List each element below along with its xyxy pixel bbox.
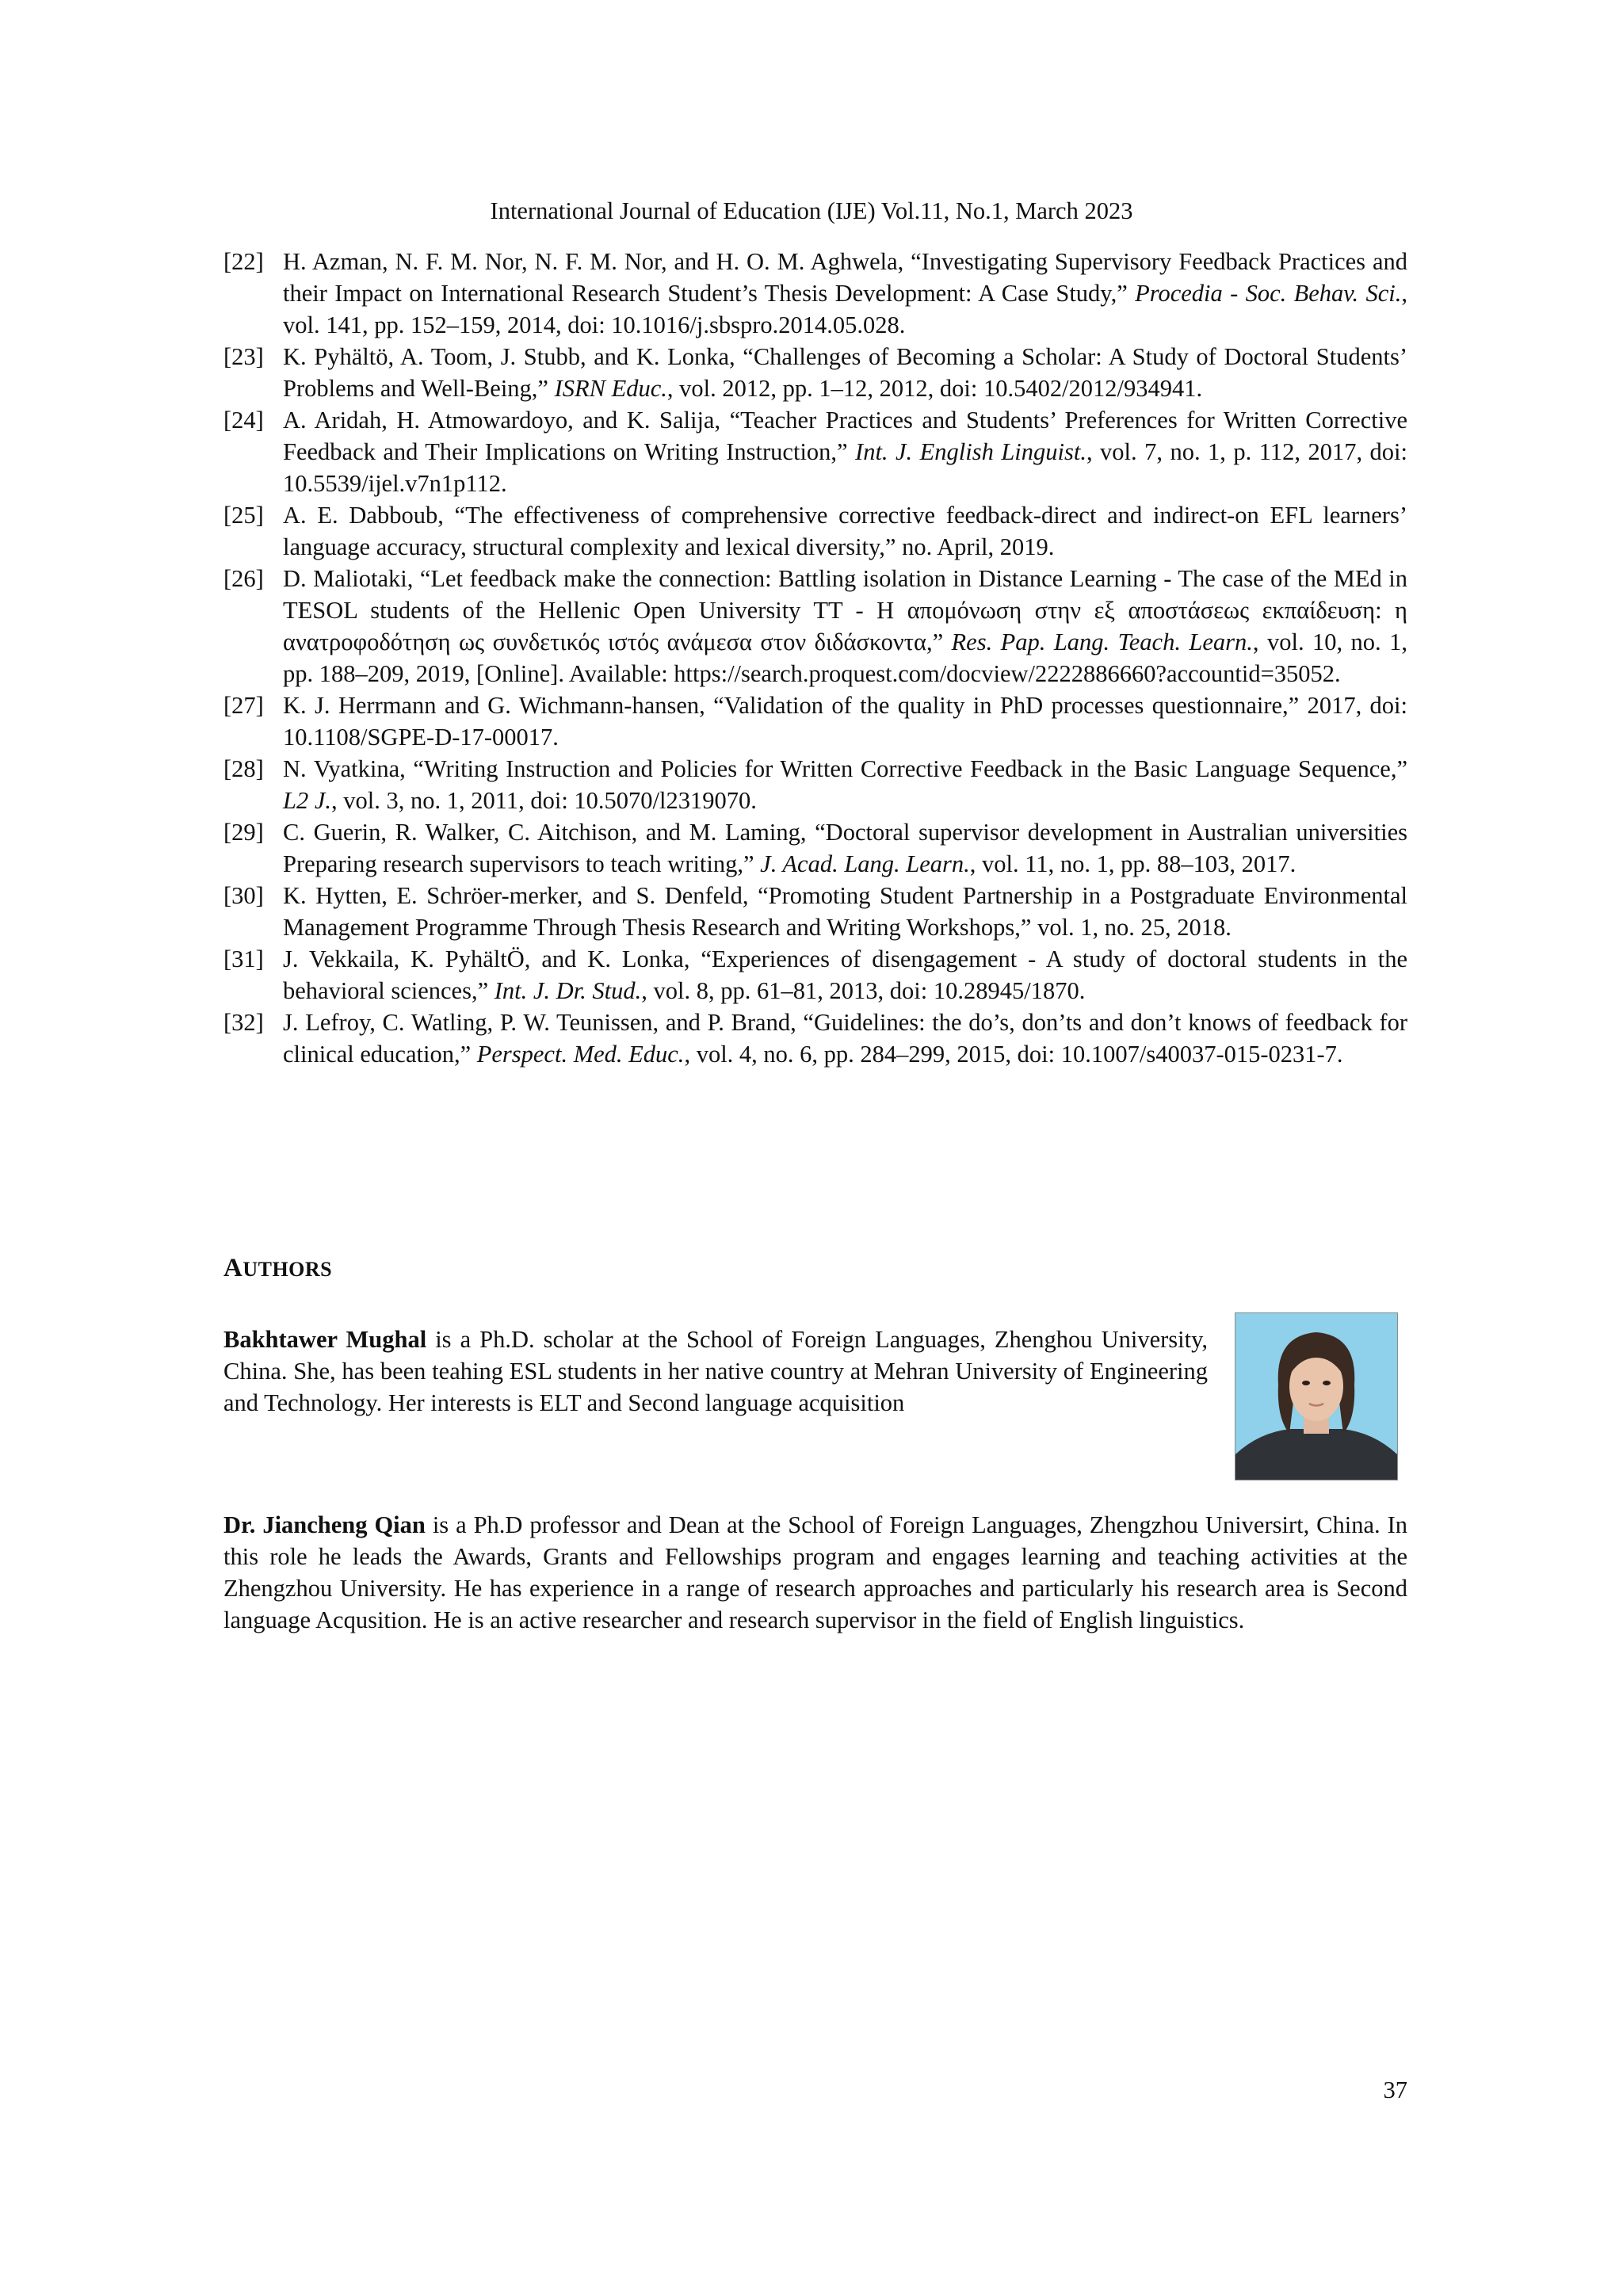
reference-segment: , vol. 11, no. 1, pp. 88–103, 2017. (969, 850, 1296, 877)
reference-text (283, 880, 1407, 943)
reference-item (223, 943, 1407, 1007)
reference-item (223, 246, 1407, 341)
portrait-image (1235, 1313, 1397, 1480)
reference-segment: J. Vekkaila, K. PyhältÖ, and K. Lonka, “Experiences of disengagement - A study of doctoral students in the behavioral sciences,” (283, 946, 1407, 1004)
reference-number: [22] (223, 248, 264, 275)
reference-number: [25] (223, 502, 264, 529)
journal-title: L2 J. (283, 787, 331, 814)
reference-item (223, 563, 1407, 690)
reference-number: [23] (223, 343, 264, 370)
reference-item (223, 404, 1407, 499)
reference-segment: , vol. 141, pp. 152–159, 2014, doi: 10.1016/j.sbspro.2014.05.028. (283, 280, 1407, 338)
author-name: Bakhtawer Mughal (223, 1326, 427, 1353)
reference-segment: J. Lefroy, C. Watling, P. W. Teunissen, and P. Brand, “Guidelines: the do’s, don’ts and don’t knows of feedback for clinical education,” (283, 1009, 1407, 1068)
reference-number: [32] (223, 1009, 264, 1036)
reference-segment: , vol. 2012, pp. 1–12, 2012, doi: 10.5402/2012/934941. (666, 375, 1203, 402)
reference-text (283, 943, 1407, 1007)
author-bio-text: is a Ph.D professor and Dean at the School of Foreign Languages, Zhengzhou Universirt, China. In this role he leads the Awards, Grants and Fellowships program and engages learning and teaching activities at the Zhengzhou University. He has experience in a range of research approaches and particularly his research area is Second language Acqusition. He is an active researcher and research supervisor in the field of English linguistics. (223, 1511, 1407, 1633)
reference-segment: K. Hytten, E. Schröer-merker, and S. Denfeld, “Promoting Student Partnership in a Postgraduate Environmental Management Programme Through Thesis Research and Writing Workshops,” vol. 1, no. 25, 2018. (283, 882, 1407, 941)
reference-segment: K. J. Herrmann and G. Wichmann-hansen, “Validation of the quality in PhD processes questionnaire,” 2017, doi: 10.1108/SGPE-D-17-00017. (283, 692, 1407, 751)
page-number: 37 (1383, 2076, 1407, 2103)
reference-segment: N. Vyatkina, “Writing Instruction and Policies for Written Corrective Feedback in the Basic Language Sequence,” (283, 755, 1407, 782)
reference-number: [27] (223, 692, 264, 719)
reference-text (283, 341, 1407, 404)
reference-item (223, 499, 1407, 563)
reference-number: [26] (223, 565, 264, 592)
reference-item (223, 1007, 1407, 1070)
reference-number: [30] (223, 882, 264, 909)
reference-item (223, 341, 1407, 404)
reference-text (283, 690, 1407, 753)
reference-number: [28] (223, 755, 264, 782)
author-bio-2 (223, 1509, 1407, 1636)
reference-text (283, 404, 1407, 499)
reference-item (223, 880, 1407, 943)
reference-segment: , vol. 8, pp. 61–81, 2013, doi: 10.28945/1870. (641, 977, 1086, 1004)
author-name: Dr. Jiancheng Qian (223, 1511, 426, 1538)
journal-title: Res. Pap. Lang. Teach. Learn. (951, 628, 1253, 655)
journal-title: J. Acad. Lang. Learn. (760, 850, 970, 877)
journal-title: Procedia - Soc. Behav. Sci. (1135, 280, 1402, 307)
reference-segment: A. Aridah, H. Atmowardoyo, and K. Salija, “Teacher Practices and Students’ Preferences for Written Corrective Feedback and Their Implications on Writing Instruction,” (283, 407, 1407, 465)
reference-text (283, 499, 1407, 563)
authors-heading-initial: A (223, 1254, 243, 1282)
journal-title: Int. J. English Linguist. (855, 438, 1086, 465)
journal-title: Perspect. Med. Educ. (476, 1041, 685, 1068)
reference-text (283, 246, 1407, 341)
reference-segment: , vol. 10, no. 1, pp. 188–209, 2019, [Online]. Available: https://search.proquest.com/docview/2222886660?accountid=35052. (283, 628, 1407, 687)
reference-text (283, 816, 1407, 880)
reference-text (283, 563, 1407, 690)
reference-segment: , vol. 3, no. 1, 2011, doi: 10.5070/l2319070. (331, 787, 757, 814)
reference-number: [24] (223, 407, 264, 434)
authors-heading-rest: UTHORS (242, 1258, 333, 1281)
reference-segment: , vol. 4, no. 6, pp. 284–299, 2015, doi: 10.1007/s40037-015-0231-7. (684, 1041, 1343, 1068)
reference-segment: A. E. Dabboub, “The effectiveness of comprehensive corrective feedback-direct and indirect-on EFL learners’ language accuracy, structural complexity and lexical diversity,” no. April, 2019. (283, 502, 1407, 560)
reference-segment: , vol. 7, no. 1, p. 112, 2017, doi: 10.5539/ijel.v7n1p112. (283, 438, 1407, 497)
author-photo (1235, 1312, 1398, 1480)
journal-title: ISRN Educ. (554, 375, 667, 402)
reference-list (223, 246, 1407, 1070)
reference-segment: K. Pyhältö, A. Toom, J. Stubb, and K. Lonka, “Challenges of Becoming a Scholar: A Study of Doctoral Students’ Problems and Well-Being,” (283, 343, 1407, 402)
reference-text (283, 1007, 1407, 1070)
reference-item (223, 690, 1407, 753)
running-header: International Journal of Education (IJE) Vol.11, No.1, March 2023 (490, 197, 1133, 224)
reference-item (223, 816, 1407, 880)
reference-segment: D. Maliotaki, “Let feedback make the connection: Battling isolation in Distance Learning - The case of the MEd in TESOL students of the Hellenic Open University TT - Η απομόνωση στην εξ αποστάσεως εκπαίδευση: η ανατροφοδότηση ως συνδετικός ιστός ανάμεσα στον διδάσκοντα,” (283, 565, 1407, 655)
reference-number: [29] (223, 819, 264, 846)
author-bio-1 (223, 1324, 1208, 1419)
reference-segment: C. Guerin, R. Walker, C. Aitchison, and M. Laming, “Doctoral supervisor development in Australian universities Preparing research supervisors to teach writing,” (283, 819, 1407, 877)
authors-heading (223, 1254, 332, 1283)
reference-segment: H. Azman, N. F. M. Nor, N. F. M. Nor, and H. O. M. Aghwela, “Investigating Supervisory Feedback Practices and their Impact on International Research Student’s Thesis Development: A Case Study,” (283, 248, 1407, 307)
journal-title: Int. J. Dr. Stud. (494, 977, 642, 1004)
author-bio-text: is a Ph.D. scholar at the School of Foreign Languages, Zhenghou University, China. She, has been teahing ESL students in her native country at Mehran University of Engineering and Technology. Her interests is ELT and Second language acquisition (223, 1326, 1208, 1416)
reference-item (223, 753, 1407, 816)
reference-number: [31] (223, 946, 264, 972)
reference-text (283, 753, 1407, 816)
